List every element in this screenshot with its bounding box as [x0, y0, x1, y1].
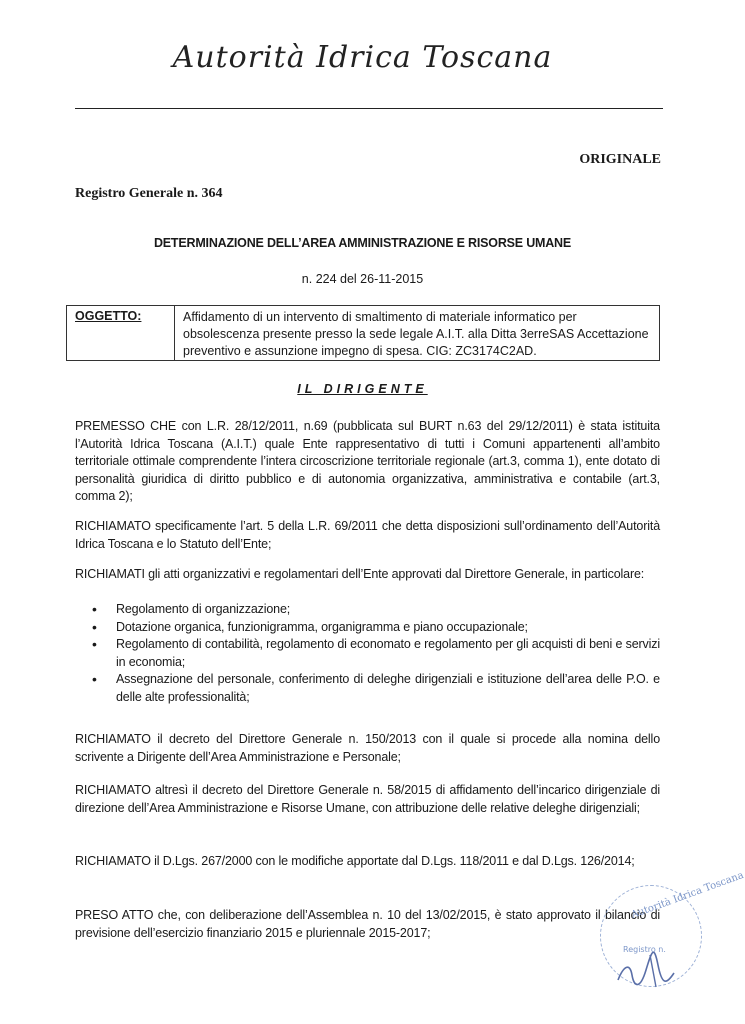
paragraph-richiamati-atti: RICHIAMATI gli atti organizzativi e regolamentari dell’Ente approvati dal Direttore Generale, in particolare: — [75, 567, 645, 581]
originale-label: ORIGINALE — [579, 152, 661, 167]
header-divider — [75, 108, 663, 109]
oggetto-box — [66, 305, 660, 361]
oggetto-text: Affidamento di un intervento di smaltimento di materiale informatico per obsolescenza presente presso la sede legale A.I.T. alla Ditta 3erreSAS Accettazione preventivo e assunzione impegno di spesa. CIG: ZC3174C2AD. — [183, 310, 649, 358]
paragraph-decreto-150: RICHIAMATO il decreto del Direttore Generale n. 150/2013 con il quale si procede alla nomina dello scrivente a Dirigente dell’Area Amministrazione e Personale; — [75, 732, 660, 764]
letterhead-title: Autorità Idrica Toscana — [172, 40, 553, 75]
stamp-text: Autorità Idrica Toscana — [629, 869, 745, 922]
paragraph-richiamato-art5: RICHIAMATO specificamente l’art. 5 della L.R. 69/2011 che detta disposizioni sull’ordinamento dell’Autorità Idrica Toscana e lo Statuto dell’Ente; — [75, 519, 660, 551]
list-item: • Regolamento di organizzazione; — [92, 601, 660, 619]
paragraph-decreto-58: RICHIAMATO altresì il decreto del Direttore Generale n. 58/2015 di affidamento dell’incarico dirigenziale di direzione dell’Area Amministrazione e Risorse Umane, con attribuzione delle relative deleghe dirigenziali; — [75, 783, 660, 815]
determination-title: DETERMINAZIONE DELL’AREA AMMINISTRAZIONE E RISORSE UMANE — [153, 236, 572, 250]
paragraph-preso-atto: PRESO ATTO che, con deliberazione dell’Assemblea n. 10 del 13/02/2015, è stato approvato il bilancio di previsione dell’esercizio finanziario 2015 e pluriennale 2015-2017; — [75, 908, 660, 940]
signature — [610, 935, 680, 995]
dirigente-heading: IL DIRIGENTE — [297, 382, 428, 396]
list-item: • Regolamento di contabilità, regolamento di economato e regolamento per gli acquisti di beni e servizi in economia; — [92, 636, 660, 671]
oggetto-label: OGGETTO: — [67, 306, 175, 360]
list-item: • Dotazione organica, funzionigramma, organigramma e piano occupazionale; — [92, 619, 660, 637]
paragraph-dlgs: RICHIAMATO il D.Lgs. 267/2000 con le modifiche apportate dal D.Lgs. 118/2011 e dal D.Lgs. 126/2014; — [75, 854, 635, 868]
regulations-list — [92, 601, 660, 706]
paragraph-premesso: PREMESSO CHE con L.R. 28/12/2011, n.69 (pubblicata sul BURT n.63 del 29/12/2011) è stata istituita l’Autorità Idrica Toscana (A.I.T.) quale Ente rappresentativo di tutti i Comuni appartenenti all’ambito territoriale ottimale comprendente l’intera circoscrizione territoriale regionale (art.3, comma 1), ente dotato di personalità giuridica di diritto pubblico e di autonomia organizzativa, amministrativa e contabile (art.3, comma 2); — [75, 419, 660, 503]
registro-generale: Registro Generale n. 364 — [75, 186, 223, 201]
determination-number: n. 224 del 26-11-2015 — [301, 272, 424, 286]
stamp-text: Registro n. — [623, 945, 666, 954]
list-item: • Assegnazione del personale, conferimento di deleghe dirigenziali e istituzione dell’area delle P.O. e delle alte professionalità; — [92, 671, 660, 706]
